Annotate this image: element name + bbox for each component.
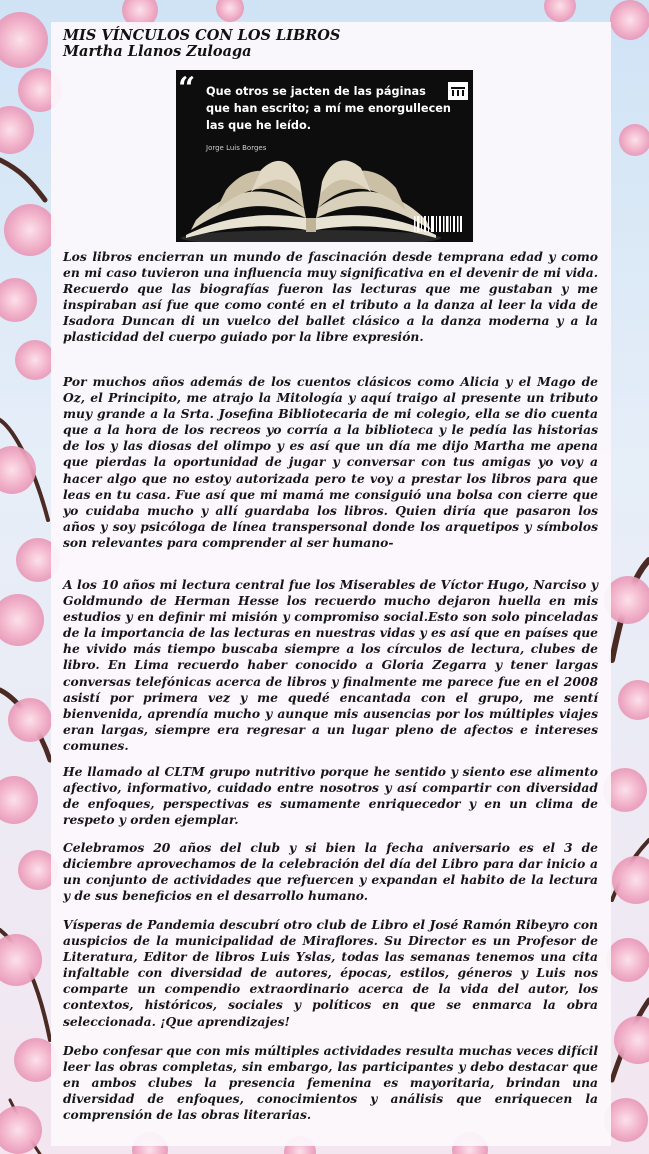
paragraph-7: Debo confesar que con mis múltiples actividades resulta muchas veces difícil leer las obras completas, sin embargo, las participantes y debo destacar que en ambos clubes la presencia femenina es mayoritaria, brindan una diversidad de enfoques, conocimientos y análisis que enriquecen la comprensión de las obras literarias. [63,1043,598,1123]
article-title: MIS VÍNCULOS CON LOS LIBROS [63,27,341,44]
quote-line-2: que han escrito; a mí me enorgullecen [206,102,451,115]
quote-line-1: Que otros se jacten de las páginas [206,85,426,98]
paragraph-3: A los 10 años mi lectura central fue los Miserables de Víctor Hugo, Narciso y Goldmundo de Herman Hesse los recuerdo mucho dejaron huella en mis estudios y en definir mi misión y compromiso social.Esto son solo pinceladas de la importancia de las lecturas en nuestras vidas y es así que en países que he vivido más tiempo buscaba siempre a los círculos de lectura, clubes de libro. En Lima recuerdo haber conocido a Gloria Zegarra y tener largas conversas telefónicas acerca de libros y finalmente me parece fue en el 2008 asistí por primera vez y me quedé encantada con el grupo, me sentí bienvenida, aprendía mucho y aunque mis ausencias por los múltiples viajes eran largas, siempre era regresar a un lugar pleno de afectos e intereses comunes. [63,577,598,753]
paragraph-5: Celebramos 20 años del club y si bien la fecha aniversario es el 3 de diciembre aprovechamos de la celebración del día del Libro para dar inicio a un conjunto de actividades que refuercen y expandan el habito de la lectura y de sus beneficios en el desarrollo humano. [63,840,598,904]
quote-mark-icon: “ [178,71,196,106]
right-branch [612,560,649,1080]
paragraph-6: Vísperas de Pandemia descubrí otro club de Libro el José Ramón Ribeyro con auspicios de la municipalidad de Miraflores. Su Director es un Profesor de Literatura, Editor de libros Luis Yslas, todas las semanas tenemos una cita infaltable con diversidad de autores, épocas, estilos, géneros y Luis nos comparte un compendio extraordinario acerca de la vida del autor, los contextos, históricos, sociales y políticos en que se enmarca la obra seleccionada. ¡Que aprendizajes! [63,917,598,1029]
paragraph-1: Los libros encierran un mundo de fascinación desde temprana edad y como en mi caso tuvieron una influencia muy significativa en el devenir de mi vida. Recuerdo que las biografías fueron las lecturas que me gustaban y me inspiraban así fue que como conté en el tributo a la danza al leer la vida de Isadora Duncan di un vuelco del ballet clásico a la danza moderna y a la plasticidad del cuerpo guiado por la libre expresión. [63,249,598,345]
quote-attribution: Jorge Luis Borges [206,144,267,152]
article-author: Martha Llanos Zuloaga [63,43,252,60]
borges-quote-image [176,70,473,242]
paragraph-2: Por muchos años además de los cuentos clásicos como Alicia y el Mago de Oz, el Principito, me atrajo la Mitología y aquí traigo al presente un tributo muy grande a la Srta. Josefina Bibliotecaria de mi colegio, ella se dio cuenta que a la hora de los recreos yo corría a la biblioteca y le pedía las historias de los y las diosas del olimpo y es así que un día me dijo Martha me apena que pierdas la oportunidad de jugar y conversar con tus amigas yo voy a hacer algo que no estoy autorizada pero te voy a prestar los libros para que leas en tu casa. Fue así que mi mamá me consiguió una bolsa con cierre que yo cuidaba mucho y allí guardaba los libros. Quien diría que pasaron los años y soy psicóloga de línea transpersonal donde los arquetipos y símbolos son relevantes para comprender al ser humano- [63,374,598,550]
logo-icon [448,82,468,100]
paragraph-4: He llamado al CLTM grupo nutritivo porque he sentido y siento ese alimento afectivo, informativo, cuidado entre nosotros y así compartir con diversidad de enfoques, perspectivas es sumamente enriquecedor y en un clima de respeto y orden ejemplar. [63,764,598,828]
quote-line-3: las que he leído. [206,119,312,132]
